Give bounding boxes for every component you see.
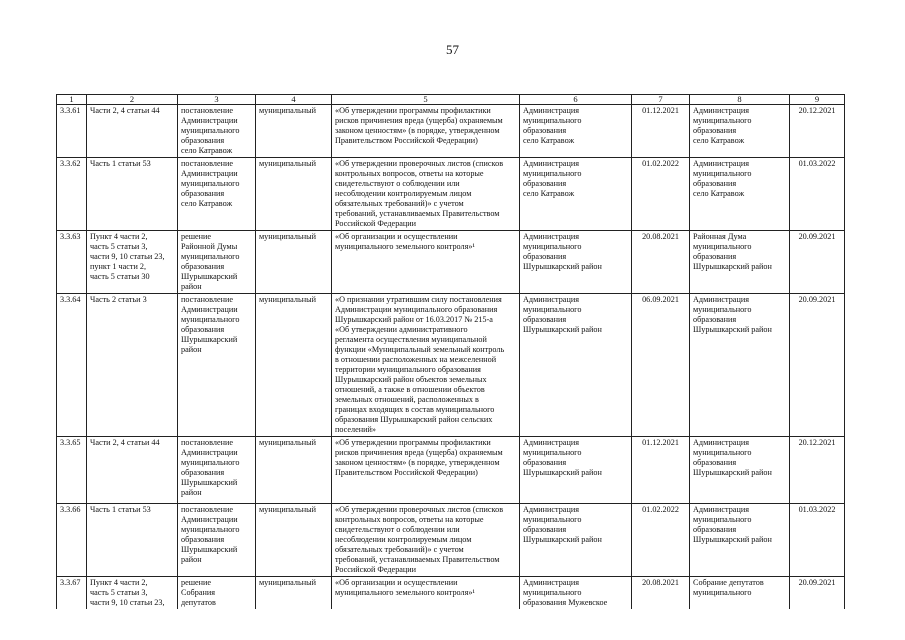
cell-article: Часть 1 статьи 53 [87,158,178,231]
header-col-7: 7 [632,95,690,105]
header-col-3: 3 [178,95,256,105]
cell-level: муниципальный [256,504,332,577]
table-row [57,437,845,504]
table-header [57,95,845,105]
cell-number: 3.3.64 [57,294,87,437]
cell-act-type: постановление Администрации муниципального образования село Катравож [178,105,256,158]
cell-adoption-date: 20.12.2021 [790,437,845,504]
cell-responsible-authority: Администрация муниципального образования Мужевское [520,577,632,610]
table-row [57,504,845,577]
cell-adoption-date: 20.09.2021 [790,577,845,610]
header-col-5: 5 [332,95,520,105]
cell-deadline: 01.02.2022 [632,504,690,577]
cell-article: Часть 2 статьи 3 [87,294,178,437]
cell-level: муниципальный [256,294,332,437]
cell-article: Части 2, 4 статьи 44 [87,105,178,158]
cell-responsible-authority: Администрация муниципального образования Шурышкарский район [520,504,632,577]
cell-number: 3.3.63 [57,231,87,294]
cell-level: муниципальный [256,231,332,294]
table-row [57,294,845,437]
cell-article: Часть 1 статьи 53 [87,504,178,577]
cell-approving-body: Администрация муниципального образования Шурышкарский район [690,294,790,437]
cell-act-name: «Об утверждении программы профилактики рисков причинения вреда (ущерба) охраняемым законом ценностям» (в порядке, утвержденном Правительством Российской Федерации) [332,437,520,504]
cell-adoption-date: 20.09.2021 [790,294,845,437]
page-number: 57 [446,42,459,57]
cell-approving-body: Администрация муниципального образования Шурышкарский район [690,504,790,577]
cell-approving-body: Администрация муниципального образования Шурышкарский район [690,437,790,504]
cell-act-type: решение Районной Думы муниципального образования Шурышкарский район [178,231,256,294]
table-row [57,158,845,231]
cell-approving-body: Собрание депутатов муниципального [690,577,790,610]
cell-act-name: «Об утверждении проверочных листов (списков контрольных вопросов, ответы на которые свидетельствуют о соблюдении или несоблюдении контролируемым лицом обязательных требований)» с учетом требований, устанавливаемых Правительством Российской Федерации [332,158,520,231]
cell-adoption-date: 20.12.2021 [790,105,845,158]
cell-number: 3.3.67 [57,577,87,610]
cell-act-type: постановление Администрации муниципального образования Шурышкарский район [178,504,256,577]
cell-adoption-date: 01.03.2022 [790,504,845,577]
header-col-8: 8 [690,95,790,105]
header-col-1: 1 [57,95,87,105]
header-col-4: 4 [256,95,332,105]
table-row [57,105,845,158]
cell-article: Пункт 4 части 2, часть 5 статьи 3, части 9, 10 статьи 23, [87,577,178,610]
cell-level: муниципальный [256,437,332,504]
cell-act-type: решение Собрания депутатов [178,577,256,610]
cell-adoption-date: 20.09.2021 [790,231,845,294]
cell-number: 3.3.66 [57,504,87,577]
cell-number: 3.3.62 [57,158,87,231]
cell-level: муниципальный [256,158,332,231]
cell-responsible-authority: Администрация муниципального образования Шурышкарский район [520,437,632,504]
cell-responsible-authority: Администрация муниципального образования село Катравож [520,105,632,158]
cell-deadline: 20.08.2021 [632,231,690,294]
cell-act-name: «Об организации и осуществлении муниципального земельного контроля»¹ [332,231,520,294]
cell-act-name: «Об утверждении проверочных листов (списков контрольных вопросов, ответы на которые свидетельствуют о соблюдении или несоблюдении контролируемым лицом обязательных требований)» с учетом требований, устанавливаемых Правительством Российской Федерации [332,504,520,577]
cell-act-type: постановление Администрации муниципального образования село Катравож [178,158,256,231]
regulation-table [56,94,845,609]
cell-responsible-authority: Администрация муниципального образования село Катравож [520,158,632,231]
header-col-2: 2 [87,95,178,105]
cell-responsible-authority: Администрация муниципального образования Шурышкарский район [520,294,632,437]
cell-deadline: 06.09.2021 [632,294,690,437]
cell-number: 3.3.61 [57,105,87,158]
cell-approving-body: Администрация муниципального образования село Катравож [690,158,790,231]
header-row [57,95,845,105]
table-row [57,231,845,294]
cell-act-type: постановление Администрации муниципального образования Шурышкарский район [178,294,256,437]
cell-article: Пункт 4 части 2, часть 5 статьи 3, части 9, 10 статьи 23, пункт 1 части 2, часть 5 статьи 30 [87,231,178,294]
cell-act-name: «Об утверждении программы профилактики рисков причинения вреда (ущерба) охраняемым законом ценностям» (в порядке, утвержденном Правительством Российской Федерации) [332,105,520,158]
cell-number: 3.3.65 [57,437,87,504]
cell-deadline: 01.12.2021 [632,105,690,158]
cell-level: муниципальный [256,105,332,158]
cell-act-name: «О признании утратившим силу постановления Администрации муниципального образования Шурышкарский район от 16.03.2017 № 215-а «Об утверждении административного регламента осуществления муниципальной функции «Муниципальный земельный контроль в отношении расположенных на межселенной территории муниципального образования Шурышкарский район объектов земельных отношений, а также в отношении объектов земельных отношений, расположенных в границах входящих в состав муниципального образования Шурышкарский район сельских поселений» [332,294,520,437]
table-row [57,577,845,610]
cell-approving-body: Районная Дума муниципального образования Шурышкарский район [690,231,790,294]
cell-act-type: постановление Администрации муниципального образования Шурышкарский район [178,437,256,504]
cell-approving-body: Администрация муниципального образования село Катравож [690,105,790,158]
cell-deadline: 01.12.2021 [632,437,690,504]
header-col-6: 6 [520,95,632,105]
table-body [57,105,845,610]
cell-article: Части 2, 4 статьи 44 [87,437,178,504]
cell-adoption-date: 01.03.2022 [790,158,845,231]
header-col-9: 9 [790,95,845,105]
cell-deadline: 20.08.2021 [632,577,690,610]
cell-level: муниципальный [256,577,332,610]
cell-responsible-authority: Администрация муниципального образования Шурышкарский район [520,231,632,294]
cell-deadline: 01.02.2022 [632,158,690,231]
cell-act-name: «Об организации и осуществлении муниципального земельного контроля»¹ [332,577,520,610]
